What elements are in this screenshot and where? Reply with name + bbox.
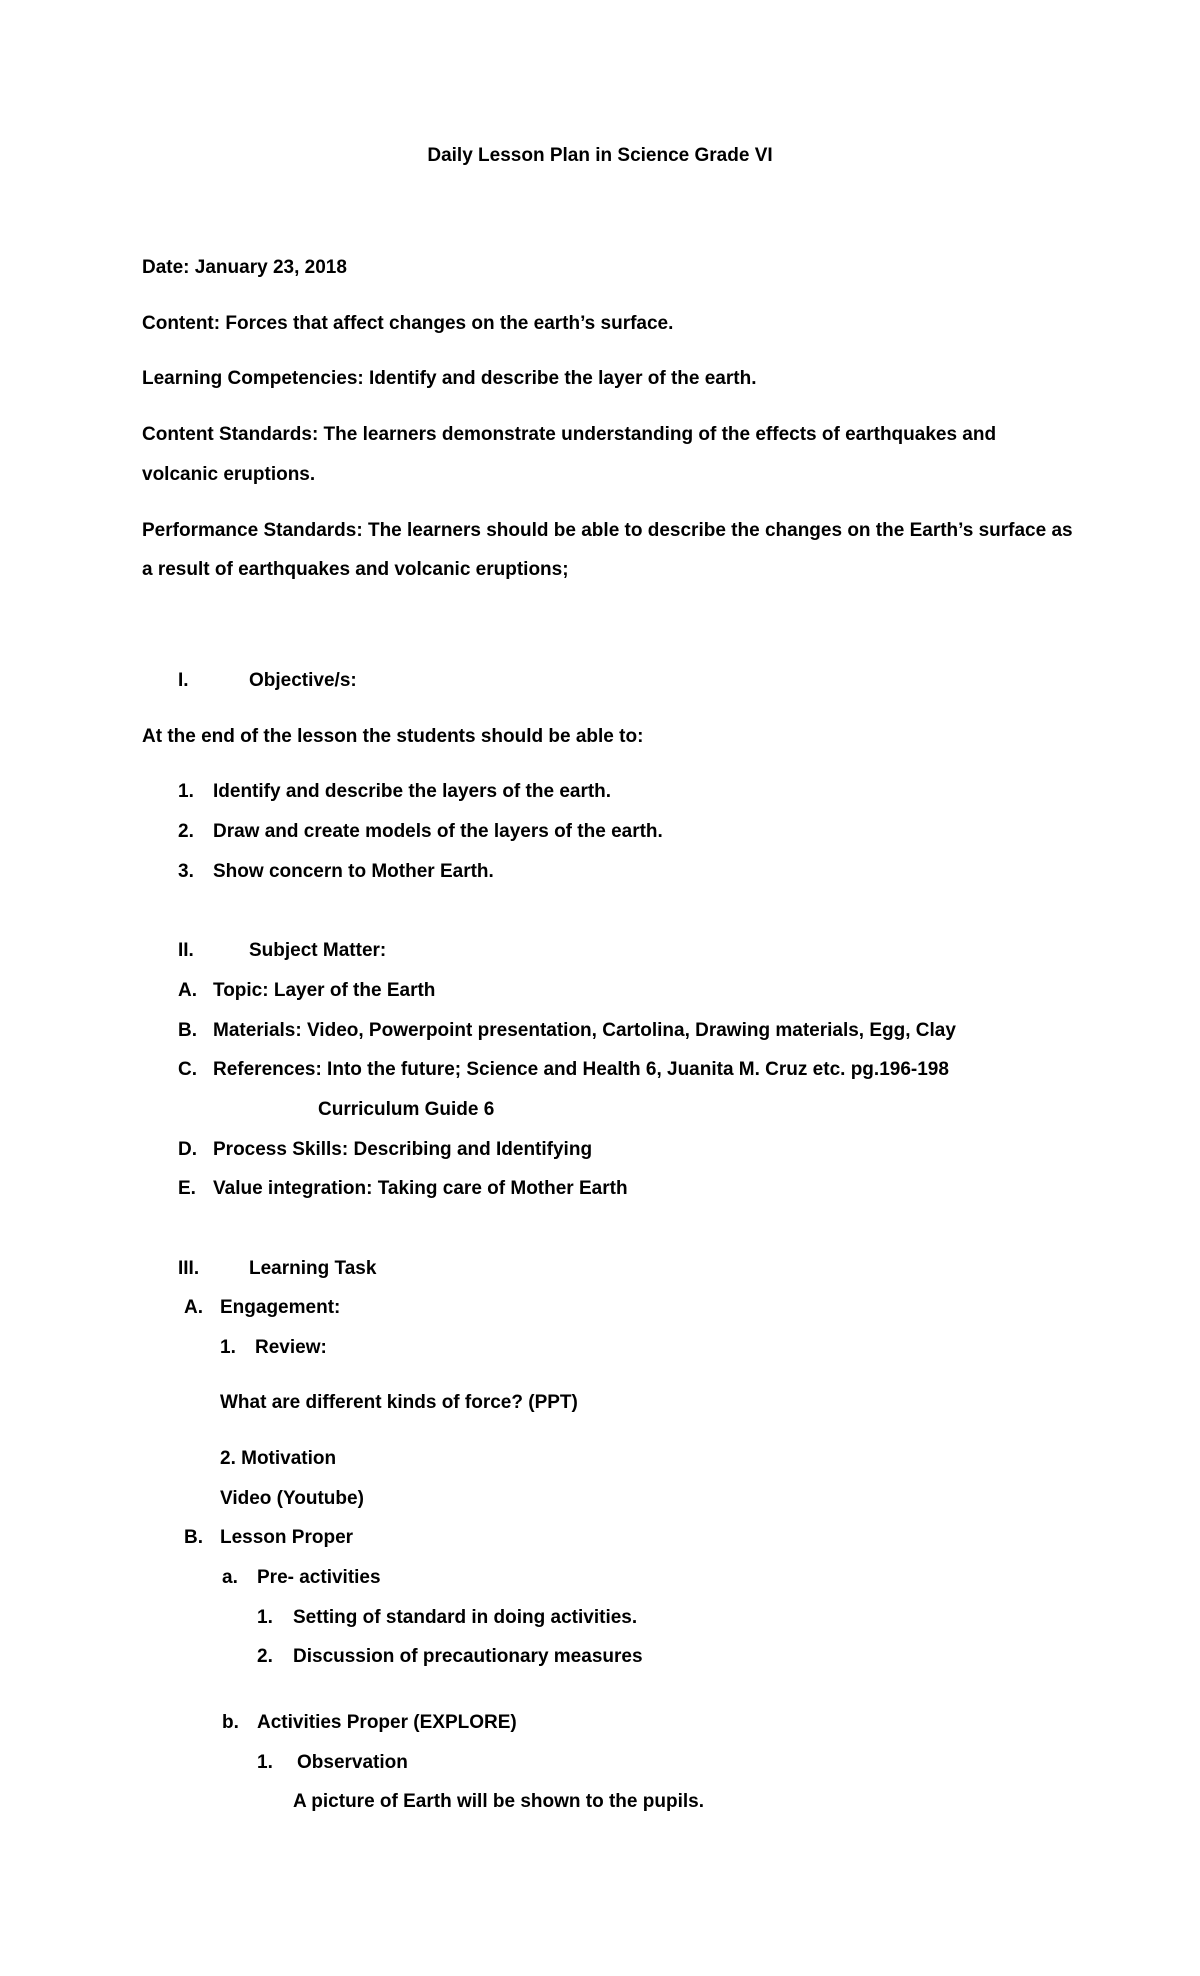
pre-activity-item: Discussion of precautionary measures <box>293 1646 643 1667</box>
subject-matter-letter: C. <box>178 1059 197 1080</box>
content-standards-line-2: volcanic eruptions. <box>142 464 316 485</box>
subject-matter-letter: B. <box>178 1020 197 1041</box>
objective-item: Show concern to Mother Earth. <box>213 861 494 882</box>
section-3-heading: Learning Task <box>249 1258 377 1279</box>
subject-matter-item: Process Skills: Describing and Identifying <box>213 1139 593 1160</box>
performance-standards-line-2: a result of earthquakes and volcanic eruptions; <box>142 559 569 580</box>
lesson-proper-label: Lesson Proper <box>220 1527 354 1548</box>
objective-item: Draw and create models of the layers of the earth. <box>213 821 663 842</box>
pre-activities-letter: a. <box>222 1567 238 1588</box>
engagement-letter: A. <box>184 1297 203 1318</box>
motivation-label: 2. Motivation <box>220 1448 337 1469</box>
subject-matter-letter: A. <box>178 980 197 1001</box>
date-line: Date: January 23, 2018 <box>142 257 347 278</box>
observation-number: 1. <box>257 1752 273 1773</box>
document-title: Daily Lesson Plan in Science Grade VI <box>427 145 773 166</box>
performance-standards-line: Performance Standards: The learners should be able to describe the changes on the Earth’s surface as <box>142 520 1073 541</box>
pre-activity-number: 1. <box>257 1607 273 1628</box>
engagement-label: Engagement: <box>220 1297 341 1318</box>
learning-competencies-line: Learning Competencies: Identify and describe the layer of the earth. <box>142 368 757 389</box>
subject-matter-item: Materials: Video, Powerpoint presentation, Cartolina, Drawing materials, Egg, Clay <box>213 1020 956 1041</box>
objective-item: Identify and describe the layers of the earth. <box>213 781 612 802</box>
lesson-proper-letter: B. <box>184 1527 203 1548</box>
section-3-number: III. <box>178 1258 200 1279</box>
objective-number: 3. <box>178 861 194 882</box>
content-line: Content: Forces that affect changes on the earth’s surface. <box>142 313 674 334</box>
pre-activities-label: Pre- activities <box>257 1567 381 1588</box>
section-1-heading: Objective/s: <box>249 670 357 691</box>
subject-matter-item: References: Into the future; Science and Health 6, Juanita M. Cruz etc. pg.196-198 <box>213 1059 949 1080</box>
motivation-detail: Video (Youtube) <box>220 1488 364 1509</box>
objectives-intro: At the end of the lesson the students should be able to: <box>142 726 644 747</box>
pre-activity-number: 2. <box>257 1646 273 1667</box>
pre-activity-item: Setting of standard in doing activities. <box>293 1607 638 1628</box>
objective-number: 1. <box>178 781 194 802</box>
subject-matter-letter: E. <box>178 1178 196 1199</box>
subject-matter-item: Curriculum Guide 6 <box>318 1099 495 1120</box>
objective-number: 2. <box>178 821 194 842</box>
content-standards-line: Content Standards: The learners demonstrate understanding of the effects of earthquakes and <box>142 424 997 445</box>
section-1-number: I. <box>178 670 189 691</box>
subject-matter-letter: D. <box>178 1139 197 1160</box>
observation-detail: A picture of Earth will be shown to the pupils. <box>293 1791 704 1812</box>
activities-proper-letter: b. <box>222 1712 239 1733</box>
section-2-number: II. <box>178 940 194 961</box>
section-2-heading: Subject Matter: <box>249 940 387 961</box>
subject-matter-item: Value integration: Taking care of Mother Earth <box>213 1178 628 1199</box>
review-question: What are different kinds of force? (PPT) <box>220 1392 578 1413</box>
subject-matter-item: Topic: Layer of the Earth <box>213 980 436 1001</box>
observation-label: Observation <box>297 1752 408 1773</box>
review-label: Review: <box>255 1337 327 1358</box>
activities-proper-label: Activities Proper (EXPLORE) <box>257 1712 517 1733</box>
review-number: 1. <box>220 1337 236 1358</box>
